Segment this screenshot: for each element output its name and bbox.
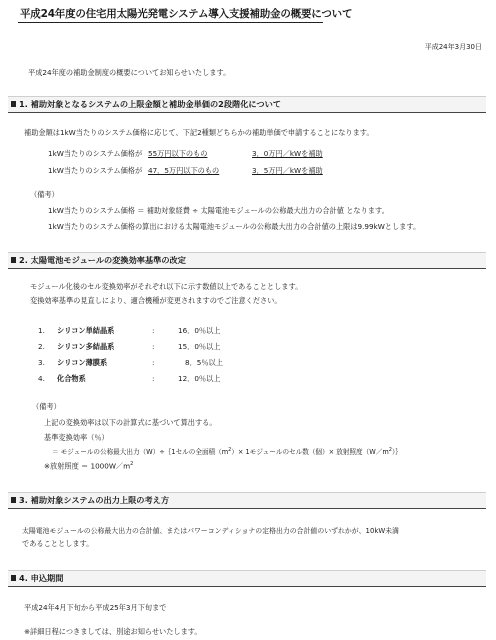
- section-2-note-2: 基準変換効率（％）: [44, 433, 109, 442]
- price-row-1-label: 1kW当たりのシステム価格が: [48, 149, 143, 158]
- section-3-header: [8, 492, 486, 509]
- section-3-title: 3. 補助対象システムの出力上限の考え方: [19, 495, 170, 505]
- section-1-note-2: 1kW当たりのシステム価格の算出における太陽電池モジュールの公称最大出力の合計値の上限は9.99kWとします。: [48, 222, 421, 231]
- section-1-title: 1. 補助対象となるシステムの上限金額と補助金単価の2段階化について: [19, 99, 281, 109]
- formula-sup-1: 2: [228, 446, 232, 453]
- section-2-description-2: 変換効率基準の見直しにより、適合機種が変更されますのでご注意ください。: [30, 296, 282, 305]
- efficiency-item-4-name: 化合物系: [57, 374, 86, 383]
- efficiency-item-4-colon: :: [152, 374, 155, 383]
- square-bullet-icon: [11, 257, 16, 263]
- efficiency-item-1-value: 16．0％以上: [178, 326, 221, 335]
- section-2-header: [8, 252, 486, 269]
- irradiance-sup: 2: [130, 461, 134, 467]
- section-3-text-1: 太陽電池モジュールの公称最大出力の合計値、またはパワーコンディショナの定格出力の合計値のいずれかが、10kW未満: [22, 527, 399, 535]
- efficiency-item-3-name: シリコン薄膜系: [57, 358, 108, 367]
- efficiency-formula: [52, 446, 402, 456]
- efficiency-item-3-number: 3.: [38, 358, 45, 367]
- section-1-header: [8, 96, 486, 113]
- irradiance-note: [44, 461, 133, 471]
- section-3-text-2: であることとします。: [22, 539, 94, 548]
- efficiency-item-3-value: 8．5％以上: [185, 358, 223, 367]
- efficiency-item-2-name: シリコン多結晶系: [57, 342, 115, 351]
- efficiency-item-3-colon: :: [152, 358, 155, 367]
- square-bullet-icon: [11, 101, 16, 107]
- formula-part-b: ）× 1モジュールのセル数（個）× 放射照度（W／m: [231, 448, 389, 456]
- irradiance-text: ※放射照度 ＝ 1000W／m: [44, 461, 131, 471]
- efficiency-item-1-colon: :: [152, 326, 155, 335]
- price-row-1-amount: 3．0万円／kWを補助: [252, 149, 323, 158]
- section-2-description-1: モジュール化後のセル変換効率がそれぞれ以下に示す数値以上であることとします。: [30, 282, 303, 291]
- page-title: 平成24年度の住宅用太陽光発電システム導入支援補助金の概要について: [20, 8, 353, 20]
- document-date: 平成24年3月30日: [424, 43, 482, 51]
- price-row-1-condition: 55万円以下のもの: [148, 149, 208, 158]
- efficiency-item-2-colon: :: [152, 342, 155, 351]
- application-period: 平成24年4月下旬から平成25年3月下旬まで: [24, 603, 167, 612]
- section-2-note-label: （備考）: [32, 402, 61, 411]
- title-underline: [18, 22, 323, 23]
- section-4-header: [8, 570, 486, 587]
- section-4-title: 4. 申込期間: [19, 573, 64, 583]
- intro-text: 平成24年度の補助金制度の概要についてお知らせいたします。: [28, 68, 231, 77]
- price-row-2-condition: 47．5万円以下のもの: [148, 166, 220, 175]
- efficiency-item-1-number: 1.: [38, 326, 45, 335]
- efficiency-item-2-value: 15．0％以上: [178, 342, 221, 351]
- efficiency-item-2-number: 2.: [38, 342, 45, 351]
- square-bullet-icon: [11, 497, 16, 503]
- efficiency-item-4-number: 4.: [38, 374, 45, 383]
- section-1-note-label: （備考）: [30, 190, 59, 199]
- square-bullet-icon: [11, 575, 16, 581]
- formula-part-c: ）｝: [391, 448, 402, 456]
- price-row-2-amount: 3．5万円／kWを補助: [252, 166, 323, 175]
- formula-sup-2: 2: [388, 446, 392, 453]
- section-2-note-1: 上記の変換効率は以下の計算式に基づいて算出する。: [44, 418, 217, 427]
- efficiency-item-1-name: シリコン単結晶系: [57, 326, 115, 335]
- section-2-title: 2. 太陽電池モジュールの変換効率基準の改定: [19, 255, 186, 265]
- section-1-note-1: 1kW当たりのシステム価格 ＝ 補助対象経費 ÷ 太陽電池モジュールの公称最大出力の合計値 となります。: [48, 206, 389, 215]
- efficiency-item-4-value: 12．0％以上: [178, 374, 221, 383]
- section-1-description: 補助金額は1kW当たりのシステム価格に応じて、下記2種類どちらかの補助単価で申請することになります。: [24, 128, 374, 137]
- price-row-2-label: 1kW当たりのシステム価格が: [48, 166, 143, 175]
- formula-part-a: ＝ モジュールの公称最大出力（W）÷｛1セルの全面積（m: [52, 448, 229, 456]
- section-4-note: ※詳細日程につきましては、別途お知らせいたします。: [24, 627, 202, 636]
